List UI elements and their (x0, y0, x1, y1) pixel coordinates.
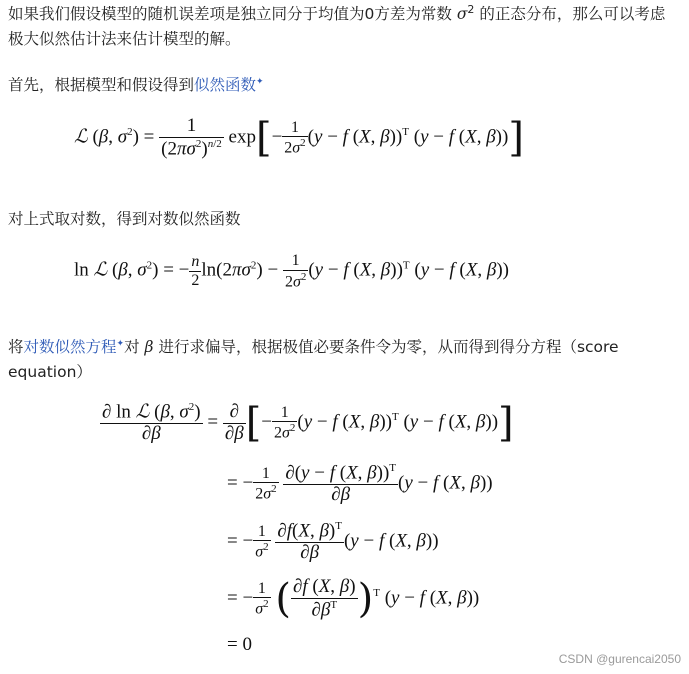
intro-line1: 如果我们假设模型的随机误差项是独立同分于均值为0方差为常数 (8, 5, 452, 24)
derivation-row-4: = − $\frac{1}{\sigma^2}$ ( $\frac{\partial f (X, \beta)}{\partial\beta^T}$ )$^T$ (y − f (X, β)) (227, 575, 480, 622)
score-post: 进行求偏导，根据极值必要条件令为零，从而得到得分方程（score (158, 338, 619, 357)
score-equation-intro (8, 332, 619, 385)
likelihood-formula: ℒ (β, $\sigma^2$) = $\frac{1}{(2\pi\sigma^2)^{n/2}}$ exp[− $\frac{1}{2\sigma^2}$ (y − f (X, β))$^T$ (y − f (X, β))] (74, 114, 524, 161)
likelihood-intro-text: 首先，根据模型和假设得到 (8, 76, 195, 95)
intro-line2: 极大似然估计法来估计模型的解。 (8, 30, 241, 49)
derivation-row-2: = − $\frac{1}{2\sigma^2}$ $\frac{\partial(y - f (X, \beta))^T}{\partial\beta}$ (y − f (X, β)) (227, 462, 493, 506)
log-likelihood-equation-link[interactable]: 对数似然方程✦ (23, 338, 125, 357)
score-pre: 将 (8, 338, 24, 357)
score-equation-derivation (100, 400, 620, 660)
csdn-watermark: CSDN @gurencai2050 (558, 652, 681, 666)
link-sparkle-icon: ✦ (256, 77, 264, 87)
beta-symbol: β (144, 338, 154, 357)
score-mid: 对 (124, 338, 140, 357)
derivation-row-3: = − $\frac{1}{\sigma^2}$ $\frac{\partial f(X, \beta)^T}{\partial\beta}$ (y − f (X, β)) (227, 520, 439, 564)
sigma-symbol: σ (456, 5, 468, 24)
log-likelihood-formula: ln ℒ (β, $\sigma^2$) = − $\frac{n}{2}$ $\ln(2\pi\sigma^2)$ − $\frac{1}{2\sigma^2}$ (y − f (X, β))$^T$ (y − f (X, β)) (74, 252, 509, 290)
derivation-row-1: $\frac{\partial \ln ℒ (\beta, \sigma^2)}{\partial\beta}$ = $\frac{\partial}{\partial\beta}$ [− $\frac{1}{2\sigma^2}$ (y − f (X, β))$^T$ (y − f (X, β))] (102, 400, 514, 446)
intro-paragraph: 如果我们假设模型的随机误差项是独立同分于均值为0方差为常数 $\sigma^2$ 的正态分布，那么可以考虑 极大似然估计法来估计模型的解。 (8, 3, 666, 49)
log-likelihood-intro-text: 对上式取对数，得到对数似然函数 (8, 210, 241, 228)
score-line2: equation） (8, 363, 92, 382)
intro-line1-tail: 的正态分布，那么可以考虑 (479, 5, 666, 24)
log-likelihood-intro (8, 207, 241, 232)
link-sparkle-icon: ✦ (116, 339, 125, 349)
likelihood-function-link[interactable]: 似然函数✦ (194, 76, 264, 95)
derivation-row-5: = 0 (227, 634, 252, 655)
likelihood-intro (8, 70, 264, 98)
